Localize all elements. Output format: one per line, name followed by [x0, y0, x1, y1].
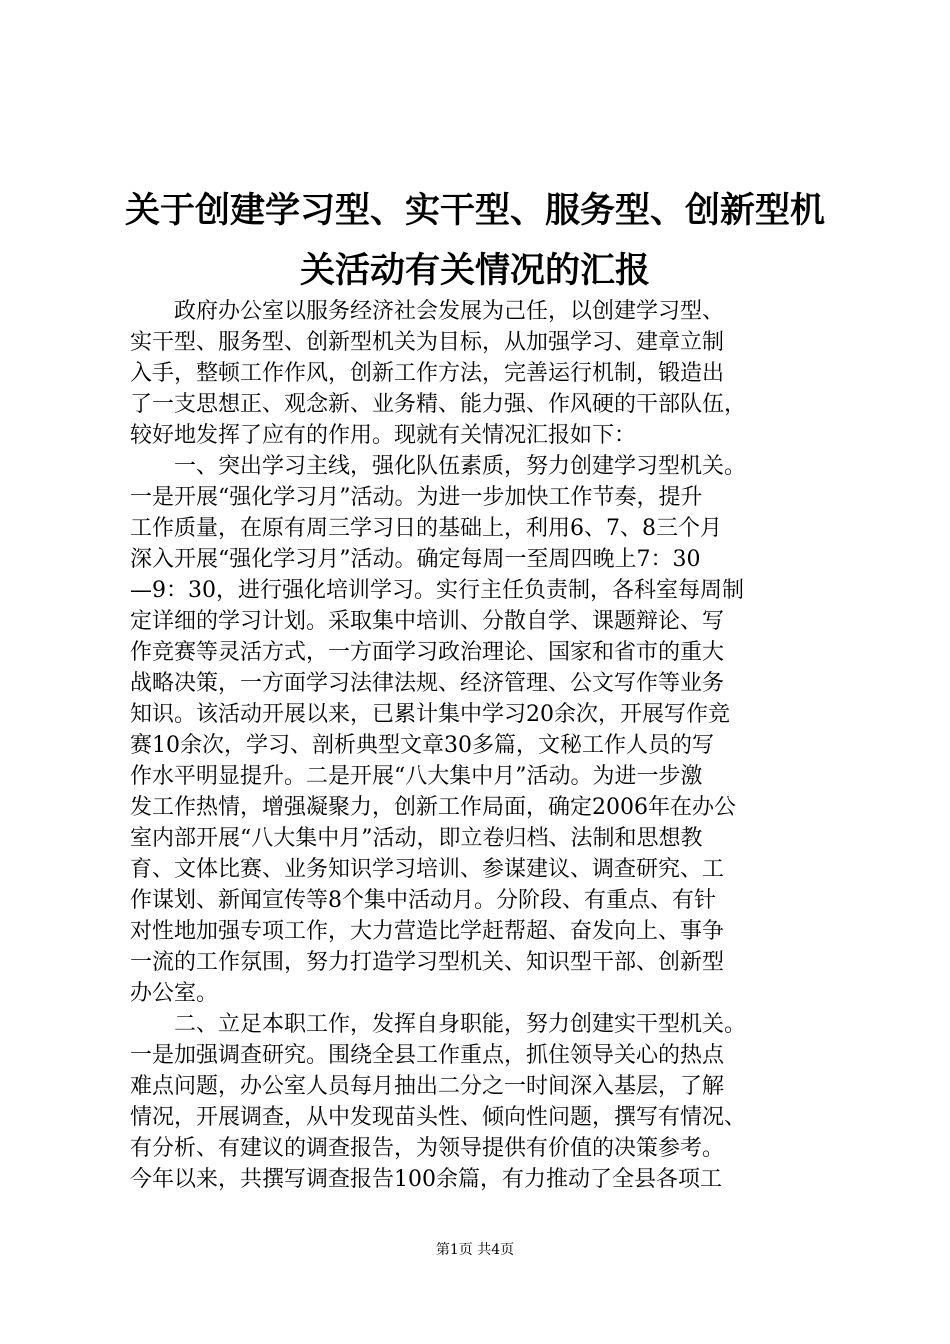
document-body — [130, 296, 850, 1195]
body-line: 较好地发挥了应有的作用。现就有关情况汇报如下： — [130, 423, 637, 448]
body-line: 作谋划、新闻宣传等8个集中活动月。分阶段、有重点、有针 — [130, 888, 716, 913]
body-line: 实干型、服务型、创新型机关为目标，从加强学习、建章立制 — [130, 330, 725, 355]
title-line-1: 关于创建学习型、实干型、服务型、创新型机 — [124, 191, 825, 231]
body-line: 战略决策，一方面学习法律法规、经济管理、公文写作等业务 — [130, 671, 725, 696]
page-footer: 第1页 共4页 — [435, 1242, 515, 1258]
body-line: 一是加强调查研究。围绕全县工作重点，抓住领导关心的热点 — [130, 1043, 725, 1068]
body-line: 政府办公室以服务经济社会发展为己任，以创建学习型、 — [130, 299, 725, 324]
body-line: 二、立足本职工作，发挥自身职能，努力创建实干型机关。 — [130, 1012, 747, 1037]
body-line: 定详细的学习计划。采取集中培训、分散自学、课题辩论、写 — [130, 609, 725, 634]
body-line: 赛10余次，学习、剖析典型文章30多篇，文秘工作人员的写 — [130, 733, 714, 758]
body-line: 入手，整顿工作作风，创新工作方法，完善运行机制，锻造出 — [130, 361, 725, 386]
body-line: 作水平明显提升。二是开展“八大集中月”活动。为进一步激 — [130, 764, 703, 789]
body-line: 办公室。 — [130, 981, 219, 1006]
body-line: 一是开展“强化学习月”活动。为进一步加快工作节奏，提升 — [130, 485, 703, 510]
document-title — [0, 186, 950, 306]
body-line: 一流的工作氛围，努力打造学习型机关、知识型干部、创新型 — [130, 950, 725, 975]
body-line: 一、突出学习主线，强化队伍素质，努力创建学习型机关。 — [130, 454, 747, 479]
body-line: 室内部开展“八大集中月”活动，即立卷归档、法制和思想教 — [130, 826, 703, 851]
body-line: 知识。该活动开展以来，已累计集中学习20余次，开展写作竞 — [130, 702, 730, 727]
body-line: 难点问题，办公室人员每月抽出二分之一时间深入基层，了解 — [130, 1074, 725, 1099]
body-line: 今年以来，共撰写调查报告100余篇，有力推动了全县各项工 — [130, 1167, 722, 1192]
body-line: 了一支思想正、观念新、业务精、能力强、作风硬的干部队伍， — [130, 392, 747, 417]
body-line: 工作质量，在原有周三学习日的基础上，利用6、7、8三个月 — [130, 516, 722, 541]
body-line: 深入开展“强化学习月”活动。确定每周一至周四晚上7：30 — [130, 547, 701, 572]
body-line: 发工作热情，增强凝聚力，创新工作局面，确定2006年在办公 — [130, 795, 736, 820]
body-line: —9：30，进行强化培训学习。实行主任负责制，各科室每周制 — [130, 578, 744, 603]
body-line: 有分析、有建议的调查报告，为领导提供有价值的决策参考。 — [130, 1136, 725, 1161]
body-line: 对性地加强专项工作，大力营造比学赶帮超、奋发向上、事争 — [130, 919, 725, 944]
body-line: 作竞赛等灵活方式，一方面学习政治理论、国家和省市的重大 — [130, 640, 725, 665]
body-line: 育、文体比赛、业务知识学习培训、参谋建议、调查研究、工 — [130, 857, 725, 882]
body-line: 情况，开展调查，从中发现苗头性、倾向性问题，撰写有情况、 — [130, 1105, 747, 1130]
title-line-2: 关活动有关情况的汇报 — [299, 251, 650, 291]
